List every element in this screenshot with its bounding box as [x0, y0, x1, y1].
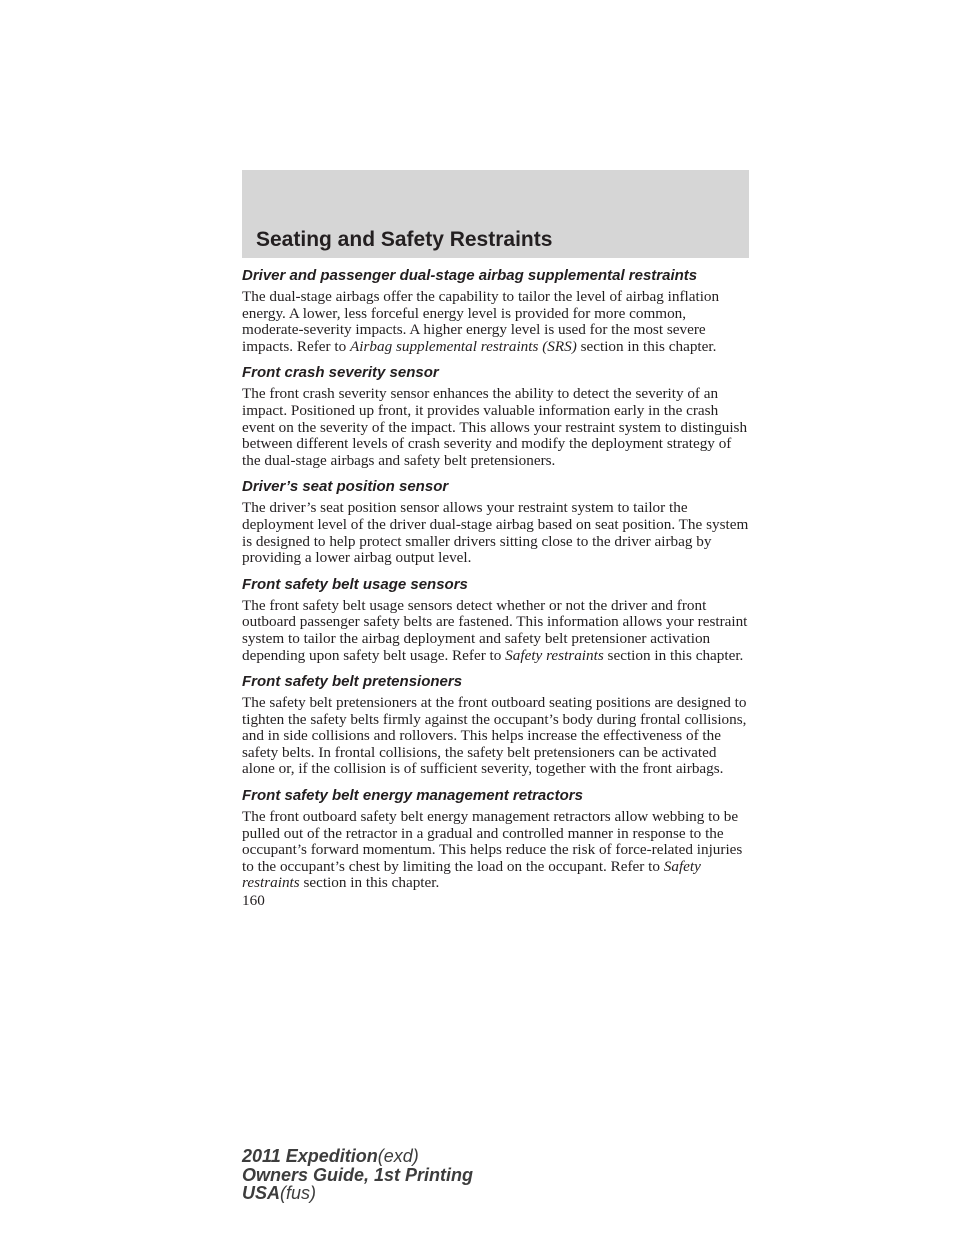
section-heading-crash-severity-sensor: Front crash severity sensor: [242, 364, 439, 382]
footer-model: 2011 Expedition: [242, 1146, 378, 1166]
section-heading-belt-usage-sensors: Front safety belt usage sensors: [242, 575, 468, 593]
section-text-dual-stage-airbag: [242, 289, 750, 355]
text-segment: section in this chapter.: [299, 874, 440, 892]
chapter-header-band: [242, 170, 749, 258]
section-text-belt-usage-sensors: [242, 598, 750, 664]
print-footer: [242, 1147, 473, 1203]
page-content: [242, 266, 750, 909]
section-text-energy-management-retractors: [242, 809, 750, 892]
text-segment: The front outboard safety belt energy management retractors allow webbing to be pulled out of the retractor in a gradual and controlled manner in response to the occupant’s forward momentum. This helps reduce the risk of force-related injuries to the occupant’s chest by limiting the load on the occupant. Refer to: [242, 808, 743, 875]
footer-line-printing: Owners Guide, 1st Printing: [242, 1164, 474, 1185]
cross-reference: Safety restraints: [505, 646, 604, 664]
footer-market: USA: [242, 1183, 281, 1203]
cross-reference: Safety restraints: [242, 857, 701, 892]
section-heading-belt-pretensioners: Front safety belt pretensioners: [242, 673, 463, 691]
section-heading-dual-stage-airbag: Driver and passenger dual-stage airbag supplemental restraints: [242, 267, 698, 284]
chapter-title: Seating and Safety Restraints: [256, 228, 553, 251]
footer-line-model: [242, 1147, 473, 1166]
text-segment: section in this chapter.: [603, 646, 744, 664]
page-number: 160: [242, 892, 265, 910]
section-text-belt-pretensioners: The safety belt pretensioners at the front outboard seating positions are designed to tighten the safety belts firmly against the occupant’s body during frontal collisions, and in side collisions and rollovers. This helps increase the effectiveness of the safety belts. In frontal collisions, the safety belt pretensioners can be activated alone or, if the collision is of sufficient severity, together with the front airbags.: [242, 694, 747, 778]
section-text-seat-position-sensor: The driver’s seat position sensor allows your restraint system to tailor the deployment level of the driver dual-stage airbag based on seat position. The system is designed to help protect smaller drivers sitting close to the driver airbag by providing a lower airbag output level.: [242, 499, 749, 567]
cross-reference: Airbag supplemental restraints (SRS): [349, 337, 577, 355]
footer-market-code: (fus): [280, 1183, 317, 1203]
text-segment: section in this chapter.: [576, 337, 717, 355]
footer-line-market: [242, 1184, 473, 1203]
section-heading-seat-position-sensor: Driver’s seat position sensor: [242, 478, 449, 496]
section-text-crash-severity-sensor: The front crash severity sensor enhances the ability to detect the severity of an impact. Positioned up front, it provides valuable information early in the crash event on the severity of the impact. This allows your restraint system to distinguish between different levels of crash severity and modify the deployment strategy of the dual-stage airbags and safety belt pretensioners.: [242, 385, 748, 469]
footer-model-code: (exd): [377, 1146, 419, 1166]
section-heading-energy-management-retractors: Front safety belt energy management retractors: [242, 787, 583, 805]
text-segment: The front safety belt usage sensors detect whether or not the driver and front outboard passenger safety belts are fastened. This information allows your restraint system to tailor the airbag deployment and safety belt pretensioner activation depending upon safety belt usage. Refer to: [242, 596, 748, 664]
text-segment: The dual-stage airbags offer the capability to tailor the level of airbag inflation energy. A lower, less forceful energy level is provided for more common, moderate-severity impacts. A higher energy level is used for the most severe impacts. Refer to: [242, 288, 720, 355]
